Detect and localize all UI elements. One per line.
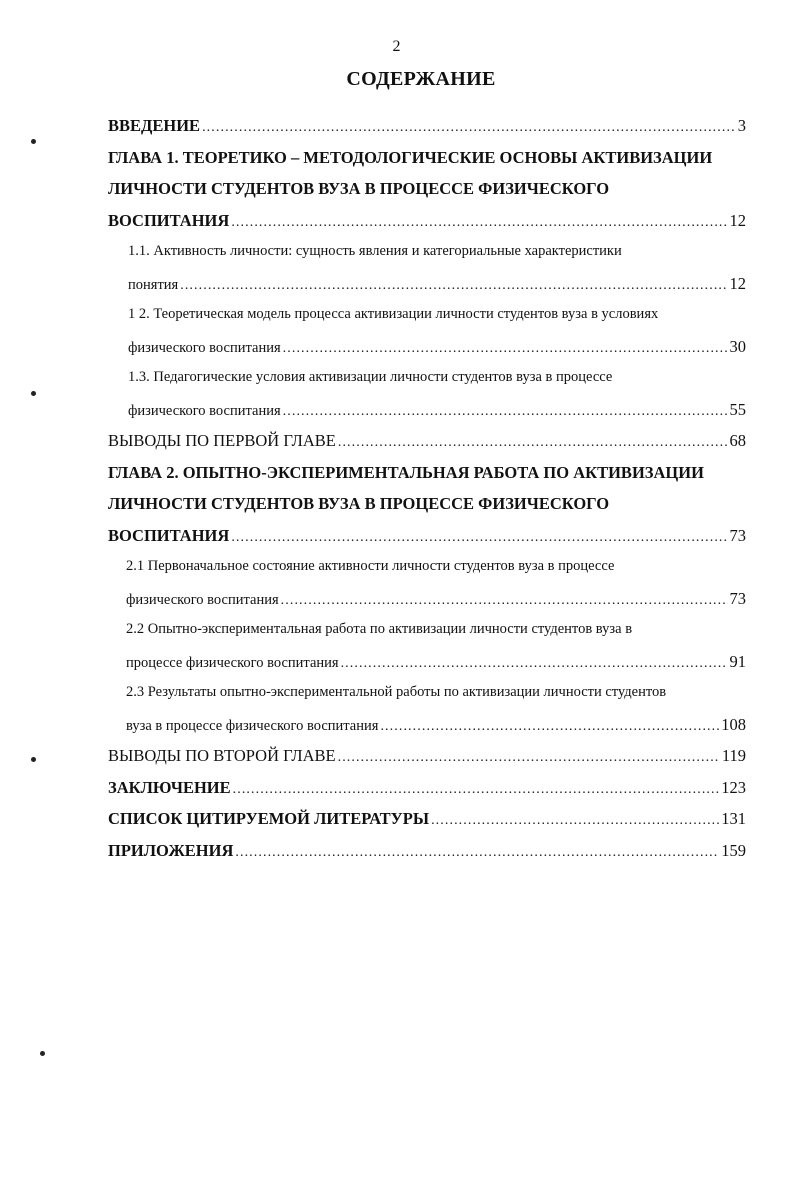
toc-entry-label: 2.1 Первоначальное состояние активности личности студентов вуза в процессе (126, 558, 615, 574)
dot-leader (338, 742, 720, 772)
toc-entry-label: 1 2. Теоретическая модель процесса активизации личности студентов вуза в условиях (128, 306, 659, 322)
toc-entry (108, 740, 746, 772)
toc-entry-line (108, 362, 746, 394)
toc-entry-line (108, 268, 746, 300)
toc-entry-line (108, 835, 746, 867)
toc-entry-line (108, 205, 746, 237)
toc-entry (108, 803, 746, 835)
dot-leader (338, 427, 728, 457)
toc-entry (108, 425, 746, 457)
toc-entry (108, 551, 746, 614)
dot-leader (380, 711, 719, 741)
toc-entry-line (108, 520, 746, 552)
toc-entry (108, 457, 746, 552)
scan-mark (31, 391, 36, 396)
toc-entry-label: ВЫВОДЫ ПО ПЕРВОЙ ГЛАВЕ (108, 431, 336, 450)
toc-entry-label: ВОСПИТАНИЯ (108, 525, 230, 545)
toc-entry-line (108, 425, 746, 457)
toc-entry-line (108, 142, 746, 174)
toc-page-number: 73 (729, 588, 746, 608)
toc-entry (108, 614, 746, 677)
toc-page-number: 55 (729, 399, 746, 419)
toc-entry-line (108, 331, 746, 363)
toc-entry-label: СПИСОК ЦИТИРУЕМОЙ ЛИТЕРАТУРЫ (108, 809, 430, 828)
toc-entry-line (108, 236, 746, 268)
toc-entry-label: ЗАКЛЮЧЕНИЕ (108, 777, 231, 797)
toc-page-number: 91 (729, 651, 746, 671)
toc-page-number: 12 (729, 210, 746, 230)
toc-entry-line (108, 394, 746, 426)
dot-leader (231, 207, 727, 237)
toc-entry-line (108, 803, 746, 835)
dot-leader (431, 805, 719, 835)
toc-entry-line (108, 583, 746, 615)
toc-entry (108, 835, 746, 867)
toc-page-number: 68 (729, 431, 746, 450)
dot-leader (283, 396, 728, 426)
dot-leader (235, 837, 719, 867)
toc-entry-line (108, 173, 746, 205)
toc-entry-line (108, 677, 746, 709)
toc-entry (108, 677, 746, 740)
toc-entry-label: 2.2 Опытно-экспериментальная работа по активизации личности студентов вуза в (126, 621, 633, 637)
scan-mark (31, 757, 36, 762)
toc-entry-label: физического воспитания (128, 339, 281, 356)
toc-entry-line (108, 457, 746, 489)
dot-leader (281, 585, 728, 615)
toc-entry-label: ВЫВОДЫ ПО ВТОРОЙ ГЛАВЕ (108, 746, 336, 765)
toc-entry (108, 110, 746, 142)
toc-page-number: 30 (729, 336, 746, 356)
toc-entry (108, 142, 746, 237)
dot-leader (180, 270, 727, 300)
toc-entry (108, 772, 746, 804)
toc-entry (108, 236, 746, 299)
toc-entry-line (108, 709, 746, 741)
toc-entry-label: физического воспитания (128, 402, 281, 419)
toc-page-number: 123 (721, 777, 746, 797)
toc-entry-label: ПРИЛОЖЕНИЯ (108, 840, 234, 860)
toc-entry-label: ГЛАВА 1. ТЕОРЕТИКО – МЕТОДОЛОГИЧЕСКИЕ ОСНОВЫ АКТИВИЗАЦИИ (108, 147, 713, 167)
toc-entry (108, 362, 746, 425)
dot-leader (231, 522, 727, 552)
dot-leader (202, 112, 736, 142)
toc-page-number: 119 (721, 746, 746, 765)
toc-entry-line (108, 646, 746, 678)
toc-entry-label: понятия (128, 276, 179, 293)
toc-entry-label: ЛИЧНОСТИ СТУДЕНТОВ ВУЗА В ПРОЦЕССЕ ФИЗИЧЕСКОГО (108, 494, 610, 513)
toc-entry-line (108, 614, 746, 646)
scan-mark (40, 1051, 45, 1056)
toc-entry-label: физического воспитания (126, 591, 279, 608)
toc-entry-label: 1.1. Активность личности: сущность явления и категориальные характеристики (128, 243, 622, 259)
toc-entry-label: 1.3. Педагогические условия активизации личности студентов вуза в процессе (128, 369, 613, 385)
toc-entry-label: вуза в процессе физического воспитания (126, 717, 379, 734)
toc-entry-line (108, 110, 746, 142)
toc-title: СОДЕРЖАНИЕ (346, 68, 496, 90)
dot-leader (283, 333, 728, 363)
toc-entry (108, 299, 746, 362)
toc-entry-line (108, 551, 746, 583)
toc-entry-line (108, 772, 746, 804)
page-number: 2 (392, 38, 401, 55)
scan-mark (31, 139, 36, 144)
toc-page-number: 131 (721, 809, 746, 828)
dot-leader (341, 648, 728, 678)
toc-entry-label: ВВЕДЕНИЕ (108, 116, 201, 135)
toc-page-number: 73 (729, 525, 746, 545)
toc-page-number: 3 (737, 116, 746, 135)
toc-entry-line (108, 488, 746, 520)
toc-page-number: 159 (721, 840, 746, 860)
toc-entry-label: процессе физического воспитания (126, 654, 339, 671)
table-of-contents (108, 110, 746, 866)
toc-entry-label: 2.3 Результаты опытно-экспериментальной работы по активизации личности студентов (126, 684, 667, 700)
toc-entry-label: ГЛАВА 2. ОПЫТНО-ЭКСПЕРИМЕНТАЛЬНАЯ РАБОТА ПО АКТИВИЗАЦИИ (108, 462, 704, 482)
toc-page-number: 108 (721, 714, 746, 734)
toc-entry-label: ВОСПИТАНИЯ (108, 210, 230, 230)
toc-entry-line (108, 740, 746, 772)
dot-leader (233, 774, 720, 804)
toc-entry-line (108, 299, 746, 331)
toc-entry-label: ЛИЧНОСТИ СТУДЕНТОВ ВУЗА В ПРОЦЕССЕ ФИЗИЧЕСКОГО (108, 179, 610, 198)
toc-page-number: 12 (729, 273, 746, 293)
